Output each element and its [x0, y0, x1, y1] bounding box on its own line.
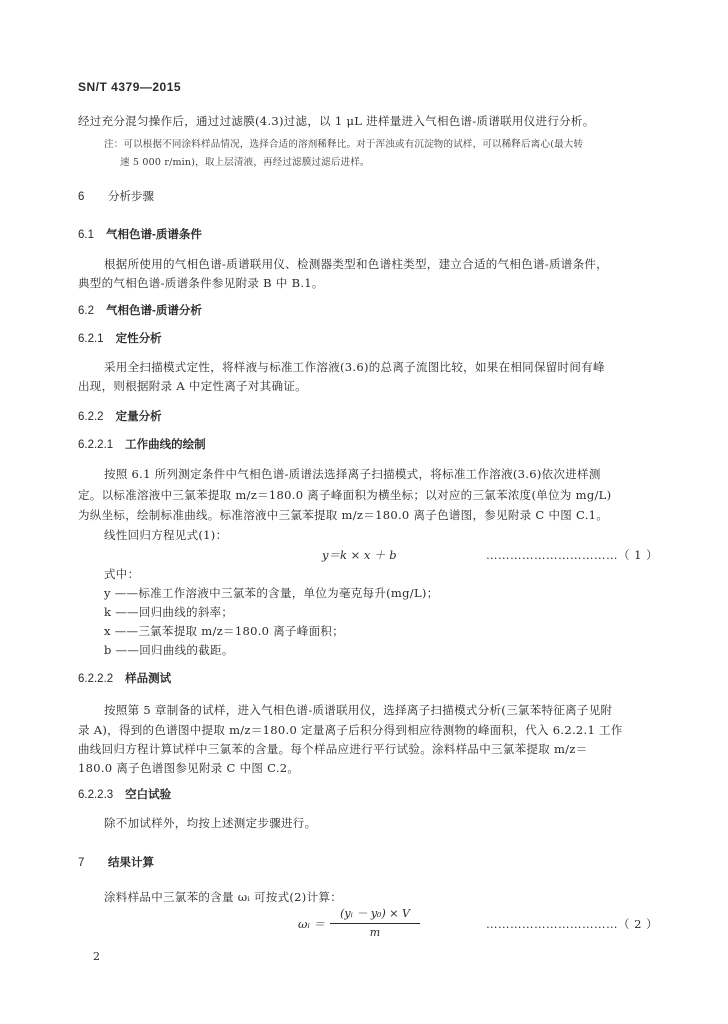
section-6-1-heading: [78, 226, 202, 242]
section-title: 定性分析: [115, 333, 162, 345]
section-number: 6.2: [78, 305, 94, 317]
paragraph: 为纵坐标，绘制标准曲线。标准溶液中三氯苯提取 m/z＝180.0 离子色谱图，参见附录 C 中图 C.1。: [78, 508, 609, 522]
section-number: 6.2.2.1: [78, 439, 114, 451]
section-number: 6: [78, 191, 85, 203]
paragraph: 典型的气相色谱-质谱条件参见附录 B 中 B.1。: [78, 276, 324, 290]
paragraph: 曲线回归方程计算试样中三氯苯的含量。每个样品应进行平行试验。涂料样品中三氯苯提取 m/z＝: [78, 742, 588, 756]
section-title: 气相色谱-质谱分析: [106, 305, 202, 317]
section-title: 气相色谱-质谱条件: [106, 229, 202, 241]
section-7-heading: [78, 854, 154, 870]
definition: k ——回归曲线的斜率；: [104, 605, 234, 619]
section-title: 空白试验: [125, 789, 172, 801]
page-number: 2: [93, 950, 100, 963]
note-line-1: 注：可以根据不同涂料样品情况，选择合适的溶剂稀释比。对于浑浊或有沉淀物的试样，可以稀释后离心(最大转: [104, 139, 584, 150]
paragraph: 定。以标准溶液中三氯苯提取 m/z＝180.0 离子峰面积为横坐标；以对应的三氯苯浓度(单位为 mg/L): [78, 488, 612, 502]
section-number: 6.2.2: [78, 411, 104, 423]
note-line-2: 速 5 000 r/min)，取上层清液，再经过滤膜过滤后进样。: [120, 157, 370, 168]
section-number: 6.2.2.2: [78, 673, 114, 685]
section-title: 结果计算: [108, 857, 154, 869]
paragraph: 录 A)，得到的色谱图中提取 m/z＝180.0 定量离子后积分得到相应待测物的峰面积，代入 6.2.2.1 工作: [78, 723, 623, 737]
section-6-2-1-heading: [78, 330, 162, 346]
section-6-heading: [78, 188, 154, 204]
paragraph: 采用全扫描模式定性，将样液与标准工作溶液(3.6)的总离子流图比较，如果在相同保留时间有峰: [104, 360, 605, 374]
definition: y ——标准工作溶液中三氯苯的含量，单位为毫克每升(mg/L)；: [104, 586, 439, 600]
intro-paragraph: 经过充分混匀操作后，通过过滤膜(4.3)过滤，以 1 μL 进样量进入气相色谱-质谱联用仪进行分析。: [78, 114, 595, 128]
paragraph: 出现，则根据附录 A 中定性离子对其确证。: [78, 379, 307, 393]
equation-1: y＝k × x ＋ b: [322, 548, 397, 562]
paragraph: 180.0 离子色谱图参见附录 C 中图 C.2。: [78, 761, 300, 775]
equation-2-lhs: ωᵢ ＝: [298, 917, 325, 931]
paragraph: 线性回归方程见式(1)：: [104, 528, 228, 542]
section-number: 6.1: [78, 229, 94, 241]
fraction-numerator: (yᵢ － y₀) × V: [340, 907, 410, 920]
standard-number: SN/T 4379—2015: [78, 80, 182, 94]
section-number: 7: [78, 857, 85, 869]
paragraph: 除不加试样外，均按上述测定步骤进行。: [104, 816, 317, 830]
section-6-2-2-1-heading: [78, 436, 206, 452]
fraction-denominator: m: [369, 926, 381, 939]
paragraph: 涂料样品中三氯苯的含量 ωᵢ 可按式(2)计算：: [104, 890, 342, 904]
equation-2-fraction: [330, 905, 420, 939]
equation-1-number: ……………………………（ 1 ）: [486, 548, 659, 562]
section-title: 分析步骤: [108, 191, 154, 203]
where-label: 式中：: [104, 567, 140, 581]
paragraph: 按照第 5 章制备的试样，进入气相色谱-质谱联用仪，选择离子扫描模式分析(三氯苯特征离子见附: [104, 703, 613, 717]
definition: b ——回归曲线的截距。: [104, 643, 234, 657]
section-title: 定量分析: [115, 411, 162, 423]
fraction-bar: [330, 923, 420, 924]
section-title: 样品测试: [125, 673, 172, 685]
section-6-2-2-3-heading: [78, 786, 171, 802]
section-6-2-2-heading: [78, 408, 162, 424]
section-6-2-heading: [78, 302, 202, 318]
section-number: 6.2.2.3: [78, 789, 114, 801]
section-title: 工作曲线的绘制: [125, 439, 206, 451]
section-6-2-2-2-heading: [78, 670, 171, 686]
definition: x ——三氯苯提取 m/z＝180.0 离子峰面积；: [104, 624, 345, 638]
equation-2-number: ……………………………（ 2 ）: [486, 917, 659, 931]
section-number: 6.2.1: [78, 333, 104, 345]
paragraph: 按照 6.1 所列测定条件中气相色谱-质谱法选择离子扫描模式，将标准工作溶液(3.6)依次进样测: [104, 467, 601, 481]
paragraph: 根据所使用的气相色谱-质谱联用仪、检测器类型和色谱柱类型，建立合适的气相色谱-质谱条件，: [104, 257, 608, 271]
